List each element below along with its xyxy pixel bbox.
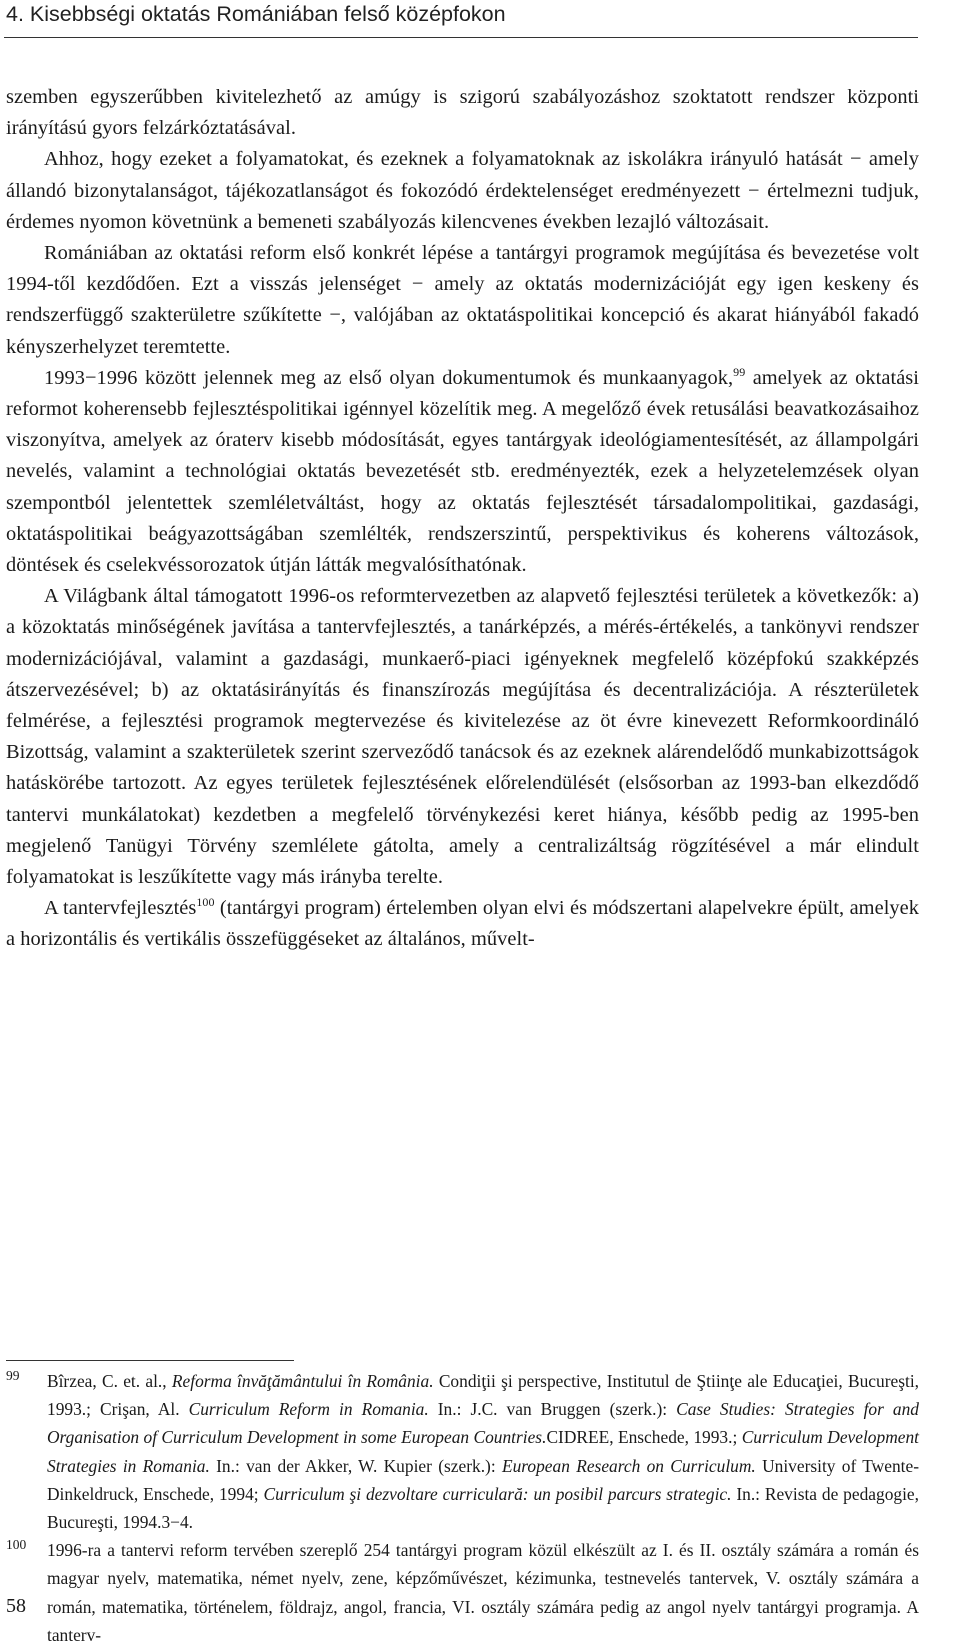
footnote-text: Bîrzea, C. et. al.,: [47, 1371, 172, 1391]
footnote-text: In.: van der Akker, W. Kupier (szerk.):: [209, 1455, 502, 1476]
footnote-text: In.: Revista de pedagogie, Bucureşti, 1994.3−4.: [47, 1483, 919, 1533]
paragraph: szemben egyszerűbben kivitelezhető az amúgy is szigorú szabályozáshoz szoktatott rendszer központi irányítású gyors felzárkóztatásával.: [6, 86, 919, 140]
footnote-text: CIDREE, Enschede, 1993.;: [546, 1427, 742, 1448]
paragraph-text: amelyek az oktatási reformot koherensebb fejlesztéspolitikai igénnyel közelítik meg. A megelőző évek retusálási beavatkozásaihoz viszonyítva, amelyek az óraterv kisebb módosítását, egyes tantárgyak ideológiamentesítését, az állampolgári nevelés, valamint a technológiai oktatás bevezetését stb. eredményezték, ezek a helyzetelemzések olyan szempontból jelentettek szemléletváltást, hogy az oktatás fejlesztését társadalompolitikai, gazdasági, oktatáspolitikai beágyazottságában szemlélték, rendszerszintű, perspektivikus és koherens változások, döntések és cselekvéssorozatok útján látták megvalósíthatónak.: [6, 366, 919, 577]
page-number: 58: [6, 1595, 26, 1617]
footnote-text: In.: J.C. van Bruggen (szerk.):: [428, 1399, 677, 1420]
footnote-text: Condiţii şi perspective, Institutul de Ştiinţe ale Educaţiei, Bucureşti, 1993.; Crişan, Al.: [47, 1371, 919, 1420]
footnote-title: Reforma învăţământului în România.: [171, 1371, 434, 1391]
footnote-text: University of Twente-Dinkeldruck, Enschede, 1994;: [47, 1455, 919, 1504]
footnote-title: Curriculum şi dezvoltare curriculară: un posibil parcurs strategic.: [263, 1483, 732, 1504]
paragraph: [6, 893, 919, 955]
paragraph-text: (tantárgyi program) értelemben olyan elvi és módszertani alapelvekre épült, amelyek a horizontális és vertikális összefüggéseket az általános, művelt-: [6, 897, 919, 951]
running-header: 4. Kisebbségi oktatás Romániában felső középfokon: [6, 2, 506, 26]
paragraph: [6, 363, 919, 581]
footnote-title: European Research on Curriculum.: [501, 1455, 756, 1476]
footnote-title: Curriculum Development Strategies in Romania.: [47, 1427, 919, 1476]
main-text: [6, 82, 919, 956]
paragraph-text: 1993−1996 között jelennek meg az első olyan dokumentumok és munkaanyagok,: [44, 366, 734, 389]
footnote-text: 1996-ra a tantervi reform tervében szereplő 254 tantárgyi program közül elkészült az I. és II. osztály számára a román és magyar nyelv, matematika, német nyelv, zene, képzőművészet, kézimunka, testnevelés tantervek, V. osztály számára a román, matematika, történelem, földrajz, angol, francia, VI. osztály számára pedig az angol nyelv tantárgyi programja. A tanterv-: [47, 1540, 919, 1645]
footnote-title: Case Studies: Strategies for and Organisation of Curriculum Development in some European Countries.: [47, 1399, 919, 1448]
header-divider: [4, 37, 918, 38]
footnote-reference: 100: [196, 895, 215, 910]
footnote-number: 99: [6, 1368, 20, 1383]
footnote-100: [6, 1536, 919, 1649]
footnote-99: [6, 1367, 919, 1536]
paragraph: Romániában az oktatási reform első konkrét lépése a tantárgyi programok megújítása és bevezetése volt 1994-től kezdődően. Ezt a visszás jelenséget − amely az oktatás modernizációját egy igen keskeny és rendszerfüggő szakterületre szűkítette −, valójában az oktatáspolitikai koncepció és akarat hiányából fakadó kényszerhelyzet teremtette.: [6, 242, 919, 358]
paragraph: Ahhoz, hogy ezeket a folyamatokat, és ezeknek a folyamatoknak az iskolákra irányuló hatását − amely állandó bizonytalanságot, tájékozatlanságot és fokozódó érdektelenséget eredményezett − értelmezni tudjuk, érdemes nyomon követnünk a bemeneti szabályozás kilencvenes években lezajló változásait.: [6, 148, 919, 233]
footnote-number: 100: [6, 1537, 27, 1553]
paragraph-text: A tantervfejlesztés: [44, 897, 197, 920]
footnotes: [6, 1367, 919, 1649]
paragraph: A Világbank által támogatott 1996-os reformtervezetben az alapvető fejlesztési területek a következők: a) a közoktatás minőségének javítása a tantervfejlesztés, a tanárképzés, a mérés-értékelés, a tankönyvi rendszer modernizációjával, valamint a gazdasági, munkaerő-piaci igényeknek megfelelő középfokú szakképzés átszervezésével; b) az oktatásirányítás és finanszírozás megújítása és decentralizációja. A részterületek felmérése, a fejlesztési programok megtervezése és kivitelezése az öt évre kinevezett Reformkoordináló Bizottság, valamint a szakterületek szerint szerveződő tanácsok és az ezeknek alárendelődő munkabizottságok hatáskörébe tartozott. Az egyes területek fejlesztésének előrelendülését (elsősorban az 1993-ban elkezdődő tantervi munkálatokat) kezdetben a megfelelő törvénykezési keret hiánya, később pedig az 1995-ben megjelenő Tanügyi Törvény szemlélete gátolta, amely a centralizáltság rögzítésével a már elindult folyamatokat is leszűkítette vagy más irányba terelte.: [6, 585, 919, 889]
footnote-title: Curriculum Reform in Romania.: [188, 1399, 429, 1420]
footnote-divider: [6, 1360, 294, 1361]
footnote-reference: 99: [733, 364, 746, 379]
